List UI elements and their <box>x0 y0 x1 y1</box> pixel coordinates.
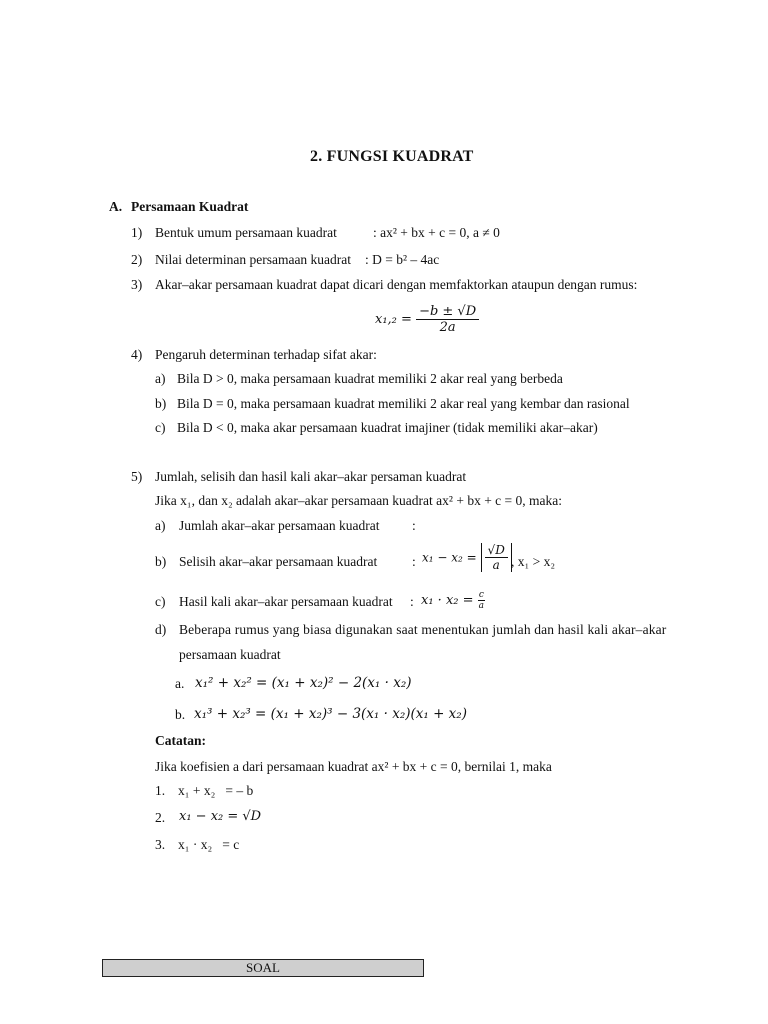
difference-formula <box>422 543 512 572</box>
quadratic-formula-lhs: x₁,₂ = <box>375 312 412 327</box>
product-formula <box>421 590 485 611</box>
difference-formula-absolute <box>481 543 512 572</box>
quadratic-formula-numerator: −b ± √D <box>416 304 479 320</box>
item-1-number: 1) <box>131 225 143 240</box>
catatan-intro: Jika koefisien a dari persamaan kuadrat ax² + bx + c = 0, bernilai 1, maka <box>155 759 552 774</box>
item-1-text: Bentuk umum persamaan kuadrat <box>155 225 337 240</box>
soal-label: SOAL <box>246 960 280 975</box>
item-5c-text: Hasil kali akar–akar persamaan kuadrat <box>179 594 393 609</box>
item-5a-text: Jumlah akar–akar persamaan kuadrat <box>179 518 380 533</box>
item-4a-number: a) <box>155 371 166 386</box>
item-4b-text: Bila D = 0, maka persamaan kuadrat memiliki 2 akar real yang kembar dan rasional <box>177 396 630 411</box>
item-5-number: 5) <box>131 469 143 484</box>
item-4c-number: c) <box>155 420 166 435</box>
item-5-text: Jumlah, selisih dan hasil kali akar–akar persaman kuadrat <box>155 469 467 484</box>
catatan-1-number: 1. <box>155 783 166 798</box>
item-3-number: 3) <box>131 277 143 292</box>
catatan-3-number: 3. <box>155 837 166 852</box>
difference-formula-lhs: x₁ − x₂ = <box>422 550 477 565</box>
item-1-value: : ax² + bx + c = 0, a ≠ 0 <box>373 225 500 240</box>
item-2-number: 2) <box>131 252 143 267</box>
soal-header-box <box>102 959 424 977</box>
item-5d-a-number: a. <box>175 676 185 691</box>
quadratic-formula-fraction <box>416 304 479 335</box>
item-5b-colon: : <box>412 554 416 569</box>
quadratic-formula <box>375 304 479 335</box>
item-5b-text: Selisih akar–akar persamaan kuadrat <box>179 554 378 569</box>
product-formula-numerator: c <box>478 590 484 600</box>
item-5c-number: c) <box>155 594 166 609</box>
item-2-text: Nilai determinan persamaan kuadrat <box>155 252 352 267</box>
difference-formula-numerator: √D <box>485 543 508 558</box>
product-formula-lhs: x₁ · x₂ = <box>421 593 474 608</box>
item-5d-b-formula: x₁³ + x₂³ = (x₁ + x₂)³ − 3(x₁ · x₂)(x₁ + x₂) <box>194 706 467 722</box>
item-5c-colon: : <box>410 594 414 609</box>
section-a-label: A. <box>109 199 123 214</box>
product-formula-fraction <box>478 590 485 611</box>
item-5d-text-continued: persamaan kuadrat <box>179 647 281 662</box>
catatan-heading: Catatan: <box>155 733 206 748</box>
catatan-1-text: x₁ + x₂ = – b <box>178 783 254 798</box>
item-2-value: : D = b² – 4ac <box>365 252 440 267</box>
page-title: 2. FUNGSI KUADRAT <box>310 148 474 165</box>
item-5d-a-formula: x₁² + x₂² = (x₁ + x₂)² − 2(x₁ · x₂) <box>195 675 412 691</box>
item-5d-text: Beberapa rumus yang biasa digunakan saat menentukan jumlah dan hasil kali akar–akar <box>179 622 667 637</box>
item-5a-number: a) <box>155 518 166 533</box>
item-5-intro: Jika x₁, dan x₂ adalah akar–akar persamaan kuadrat ax² + bx + c = 0, maka: <box>155 493 563 508</box>
catatan-2-number: 2. <box>155 810 166 825</box>
item-4-text: Pengaruh determinan terhadap sifat akar: <box>155 347 377 362</box>
item-4c-text: Bila D < 0, maka akar persamaan kuadrat imajiner (tidak memiliki akar–akar) <box>177 420 598 435</box>
catatan-3-text: x₁ · x₂ = c <box>178 837 240 852</box>
item-5b-condition: , x₁ > x₂ <box>511 554 556 569</box>
quadratic-formula-denominator: 2a <box>439 320 456 335</box>
item-4-number: 4) <box>131 347 143 362</box>
item-5d-b-number: b. <box>175 707 186 722</box>
difference-formula-fraction <box>485 543 508 572</box>
item-5b-number: b) <box>155 554 167 569</box>
difference-formula-denominator: a <box>492 558 500 572</box>
item-3-text: Akar–akar persamaan kuadrat dapat dicari dengan memfaktorkan ataupun dengan rumus: <box>155 277 638 292</box>
section-a-heading: Persamaan Kuadrat <box>131 199 249 214</box>
item-4a-text: Bila D > 0, maka persamaan kuadrat memiliki 2 akar real yang berbeda <box>177 371 563 386</box>
item-4b-number: b) <box>155 396 167 411</box>
catatan-2-formula: x₁ − x₂ = √D <box>179 809 262 824</box>
item-5d-number: d) <box>155 622 167 637</box>
product-formula-denominator: a <box>478 601 485 611</box>
item-5a-colon: : <box>412 518 416 533</box>
